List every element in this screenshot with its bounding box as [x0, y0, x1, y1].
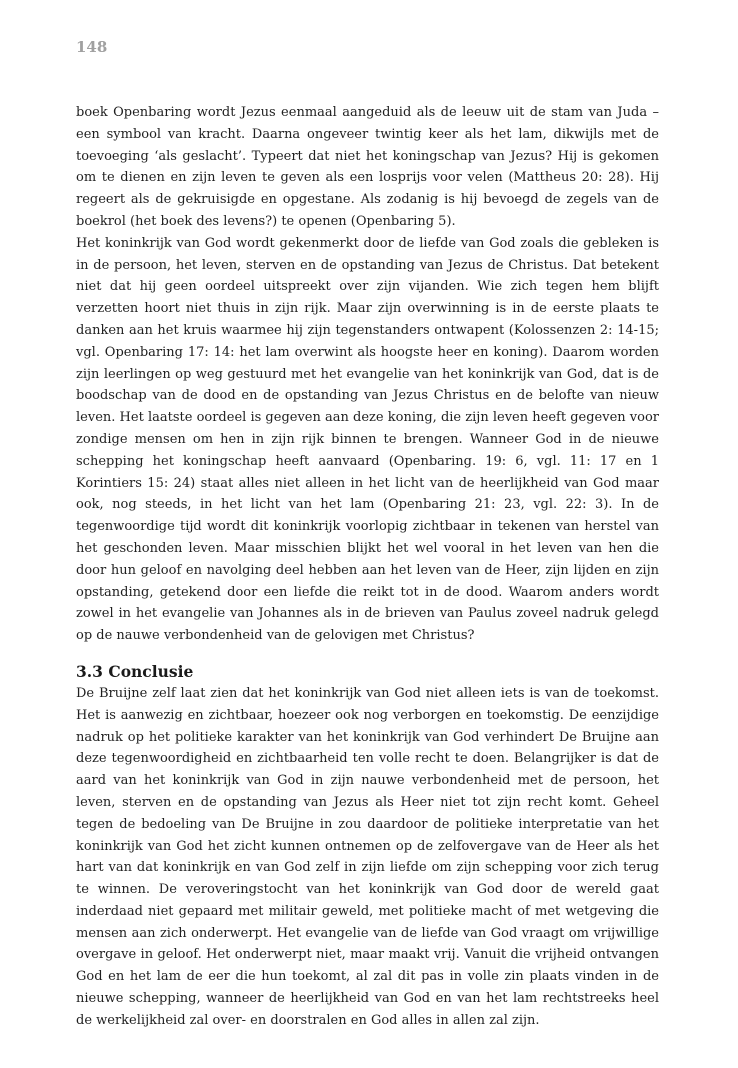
page-number: 148	[76, 38, 108, 56]
paragraph: Het koninkrijk van God wordt gekenmerkt door de liefde van God zoals die gebleken is in de persoon, het leven, sterven en de opstanding van Jezus de Christus. Dat betekent niet dat hij geen oordeel uitspreekt over zijn vijanden. Wie zich tegen hem blijft verzetten hoort niet thuis in zijn rijk. Maar zijn overwinning is in de eerste plaats te danken aan het kruis waarmee hij zijn tegenstanders ontwapent (Kolossenzen 2: 14-15; vgl. Openbaring 17: 14: het lam overwint als hoogste heer en koning). Daarom worden zijn leerlingen op weg gestuurd met het evangelie van het koninkrijk van God, dat is de boodschap van de dood en de opstanding van Jezus Christus en de belofte van nieuw leven. Het laatste oordeel is gegeven aan deze koning, die zijn leven heeft gegeven voor zondige mensen om hen in zijn rijk binnen te brengen. Wanneer God in de nieuwe schepping het koningschap heeft aanvaard (Openbaring. 19: 6, vgl. 11: 17 en 1 Korintiers 15: 24) staat alles niet alleen in het licht van de heerlijkheid van God maar ook, nog steeds, in het licht van het lam (Openbaring 21: 23, vgl. 22: 3). In de tegenwoordige tijd wordt dit koninkrijk voorlopig zichtbaar in tekenen van herstel van het geschonden leven. Maar misschien blijkt het wel vooral in het leven van hen die door hun geloof en navolging deel hebben aan het leven van de Heer, zijn lijden en zijn opstanding, getekend door een liefde die reikt tot in de dood. Waarom anders wordt zowel in het evangelie van Johannes als in de brieven van Paulus zoveel nadruk gelegd op de nauwe verbondenheid van de gelovigen met Christus?	[76, 235, 659, 644]
paragraph: De Bruijne zelf laat zien dat het koninkrijk van God niet alleen iets is van de toekomst. Het is aanwezig en zichtbaar, hoezeer ook nog verborgen en toekomstig. De eenzijdige nadruk op het politieke karakter van het koninkrijk van God verhindert De Bruijne aan deze tegenwoordigheid en zichtbaarheid ten volle recht te doen. Belangrijker is dat de aard van het koninkrijk van God in zijn nauwe verbondenheid met de persoon, het leven, sterven en de opstanding van Jezus als Heer niet tot zijn recht komt. Geheel tegen de bedoeling van De Bruijne in zou daardoor de politieke interpretatie van het koninkrijk van God het zicht kunnen ontnemen op de zelfovergave van de Heer als het hart van dat koninkrijk en van God zelf in zijn liefde om zijn schepping voor zich terug te winnen. De veroveringstocht van het koninkrijk van God door de wereld gaat inderdaad niet gepaard met militair geweld, met politieke macht of met wetgeving die mensen aan zich onderwerpt. Het evangelie van de liefde van God vraagt om vrijwillige overgave in geloof. Het onderwerpt niet, maar maakt vrij. Vanuit die vrijheid ontvangen God en het lam de eer die hun toekomt, al zal dit pas in volle zin plaats vinden in de nieuwe schepping, wanneer de heerlijkheid van God en van het lam rechtstreeks heel de werkelijkheid zal over- en doorstralen en God alles in allen zal zijn.	[76, 685, 659, 1028]
paragraph: boek Openbaring wordt Jezus eenmaal aangeduid als de leeuw uit de stam van Juda – een symbool van kracht. Daarna ongeveer twintig keer als het lam, dikwijls met de toevoeging ‘als geslacht’. Typeert dat niet het koningschap van Jezus? Hij is gekomen om te dienen en zijn leven te geven als een losprijs voor velen (Mattheus 20: 28). Hij regeert als de gekruisigde en opgestane. Als zodanig is hij bevoegd de zegels van de boekrol (het boek des levens?) te openen (Openbaring 5).	[76, 105, 659, 229]
page-body	[76, 102, 659, 1032]
section-heading: 3.3 Conclusie	[76, 661, 194, 681]
